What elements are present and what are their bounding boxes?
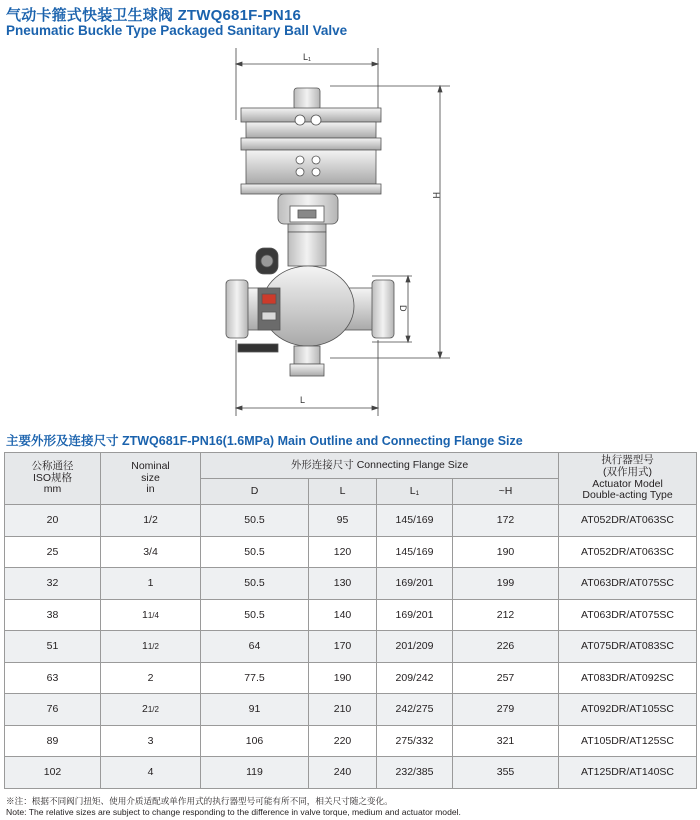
- cell-actuator-model: AT075DR/AT083SC: [559, 631, 697, 663]
- table-row: [5, 694, 697, 726]
- cell-actuator-model: AT052DR/AT063SC: [559, 536, 697, 568]
- cell-nominal-size: [101, 631, 201, 663]
- cell-l: 240: [309, 757, 377, 789]
- cell-nominal-size: [101, 599, 201, 631]
- cell-l: 120: [309, 536, 377, 568]
- cell-d: 64: [201, 631, 309, 663]
- section-title: 主要外形及连接尺寸 ZTWQ681F-PN16(1.6MPa) Main Outline and Connecting Flange Size: [6, 434, 523, 448]
- cell-d: 106: [201, 725, 309, 757]
- table-row: [5, 568, 697, 600]
- nominal-size-main: 2: [142, 703, 148, 716]
- cell-l1: 201/209: [377, 631, 453, 663]
- nominal-size-main: 1/2: [143, 514, 158, 527]
- col-header-l1: L₁: [377, 479, 453, 505]
- nominal-size-main: 3/4: [143, 545, 158, 558]
- cell-l: 210: [309, 694, 377, 726]
- cell-dn: 20: [5, 505, 101, 537]
- table-row: [5, 725, 697, 757]
- cell-l1: 232/385: [377, 757, 453, 789]
- cell-h: 257: [453, 662, 559, 694]
- nominal-size-main: 4: [147, 766, 154, 779]
- dim-label-d: D: [398, 305, 408, 312]
- cell-actuator-model: AT125DR/AT140SC: [559, 757, 697, 789]
- cell-d: 91: [201, 694, 309, 726]
- cell-h: 226: [453, 631, 559, 663]
- cell-l1: 145/169: [377, 536, 453, 568]
- nominal-size-main: 1: [147, 577, 154, 590]
- table-row: [5, 536, 697, 568]
- note-en: Note: The relative sizes are subject to change responding to the difference in valve torque, medium and actuator model.: [6, 807, 461, 817]
- cell-nominal-size: [101, 505, 201, 537]
- cell-dn: 25: [5, 536, 101, 568]
- cell-d: 50.5: [201, 505, 309, 537]
- cell-nominal-size: [101, 757, 201, 789]
- cell-dn: 76: [5, 694, 101, 726]
- table-row: [5, 631, 697, 663]
- cell-l1: 275/332: [377, 725, 453, 757]
- cell-actuator-model: AT105DR/AT125SC: [559, 725, 697, 757]
- nominal-size-fraction: 1/2: [147, 642, 159, 652]
- dim-label-l1: L₁: [303, 52, 312, 62]
- col-header-h: ~H: [453, 479, 559, 505]
- nominal-size-main: 3: [147, 734, 154, 747]
- cell-l: 130: [309, 568, 377, 600]
- valve-body: [226, 232, 394, 376]
- cell-dn: 89: [5, 725, 101, 757]
- cell-l1: 242/275: [377, 694, 453, 726]
- cell-nominal-size: [101, 568, 201, 600]
- nominal-size-main: 2: [147, 671, 154, 684]
- cell-d: 77.5: [201, 662, 309, 694]
- cell-l: 140: [309, 599, 377, 631]
- cell-h: 190: [453, 536, 559, 568]
- cell-actuator-model: AT052DR/AT063SC: [559, 505, 697, 537]
- cell-dn: 51: [5, 631, 101, 663]
- nominal-size-main: 1: [142, 640, 148, 653]
- cell-l1: 209/242: [377, 662, 453, 694]
- cell-actuator-model: AT083DR/AT092SC: [559, 662, 697, 694]
- cell-actuator-model: AT063DR/AT075SC: [559, 568, 697, 600]
- cell-l: 220: [309, 725, 377, 757]
- cell-nominal-size: [101, 536, 201, 568]
- cell-h: 321: [453, 725, 559, 757]
- cell-h: 172: [453, 505, 559, 537]
- cell-dn: 102: [5, 757, 101, 789]
- cell-h: 212: [453, 599, 559, 631]
- table-row: [5, 599, 697, 631]
- product-title-en: Pneumatic Buckle Type Packaged Sanitary Ball Valve: [6, 23, 348, 38]
- cell-l: 95: [309, 505, 377, 537]
- cell-actuator-model: AT063DR/AT075SC: [559, 599, 697, 631]
- cell-h: 199: [453, 568, 559, 600]
- cell-dn: 32: [5, 568, 101, 600]
- cell-l: 190: [309, 662, 377, 694]
- product-title-cn: 气动卡箍式快装卫生球阀 ZTWQ681F-PN16: [6, 7, 302, 24]
- dim-label-h: H: [431, 192, 441, 199]
- pneumatic-actuator: [241, 88, 381, 194]
- table-row: [5, 757, 697, 789]
- cell-nominal-size: [101, 725, 201, 757]
- mounting-bracket: [278, 194, 338, 232]
- table-row: [5, 505, 697, 537]
- cell-actuator-model: AT092DR/AT105SC: [559, 694, 697, 726]
- nominal-size-fraction: 1/4: [147, 610, 159, 620]
- table-body: [5, 505, 697, 789]
- cell-nominal-size: [101, 694, 201, 726]
- cell-d: 50.5: [201, 599, 309, 631]
- col-header-actuator-model: 执行器型号 (双作用式) Actuator Model Double-acting Type: [559, 453, 697, 505]
- nominal-size-fraction: 1/2: [147, 705, 159, 715]
- cell-dn: 38: [5, 599, 101, 631]
- table-row: [5, 662, 697, 694]
- cell-d: 50.5: [201, 536, 309, 568]
- valve-drawing: [0, 40, 700, 425]
- cell-h: 355: [453, 757, 559, 789]
- col-header-nominal-size: Nominal size in: [101, 453, 201, 505]
- col-header-iso-size: 公称通径 ISO规格 mm: [5, 453, 101, 505]
- cell-dn: 63: [5, 662, 101, 694]
- col-header-d: D: [201, 479, 309, 505]
- cell-h: 279: [453, 694, 559, 726]
- cell-l1: 169/201: [377, 599, 453, 631]
- col-header-l: L: [309, 479, 377, 505]
- cell-nominal-size: [101, 662, 201, 694]
- nominal-size-main: 1: [142, 608, 148, 621]
- note-cn: ※注：根据不同阀门扭矩、使用介质适配或单作用式的执行器型号可能有所不同，相关尺寸随之变化。: [6, 796, 393, 806]
- cell-d: 50.5: [201, 568, 309, 600]
- col-header-connecting-flange: 外形连接尺寸 Connecting Flange Size: [201, 453, 559, 479]
- cell-l: 170: [309, 631, 377, 663]
- dim-label-l: L: [300, 395, 306, 405]
- cell-l1: 169/201: [377, 568, 453, 600]
- dimensions-table: [4, 452, 697, 789]
- cell-d: 119: [201, 757, 309, 789]
- cell-l1: 145/169: [377, 505, 453, 537]
